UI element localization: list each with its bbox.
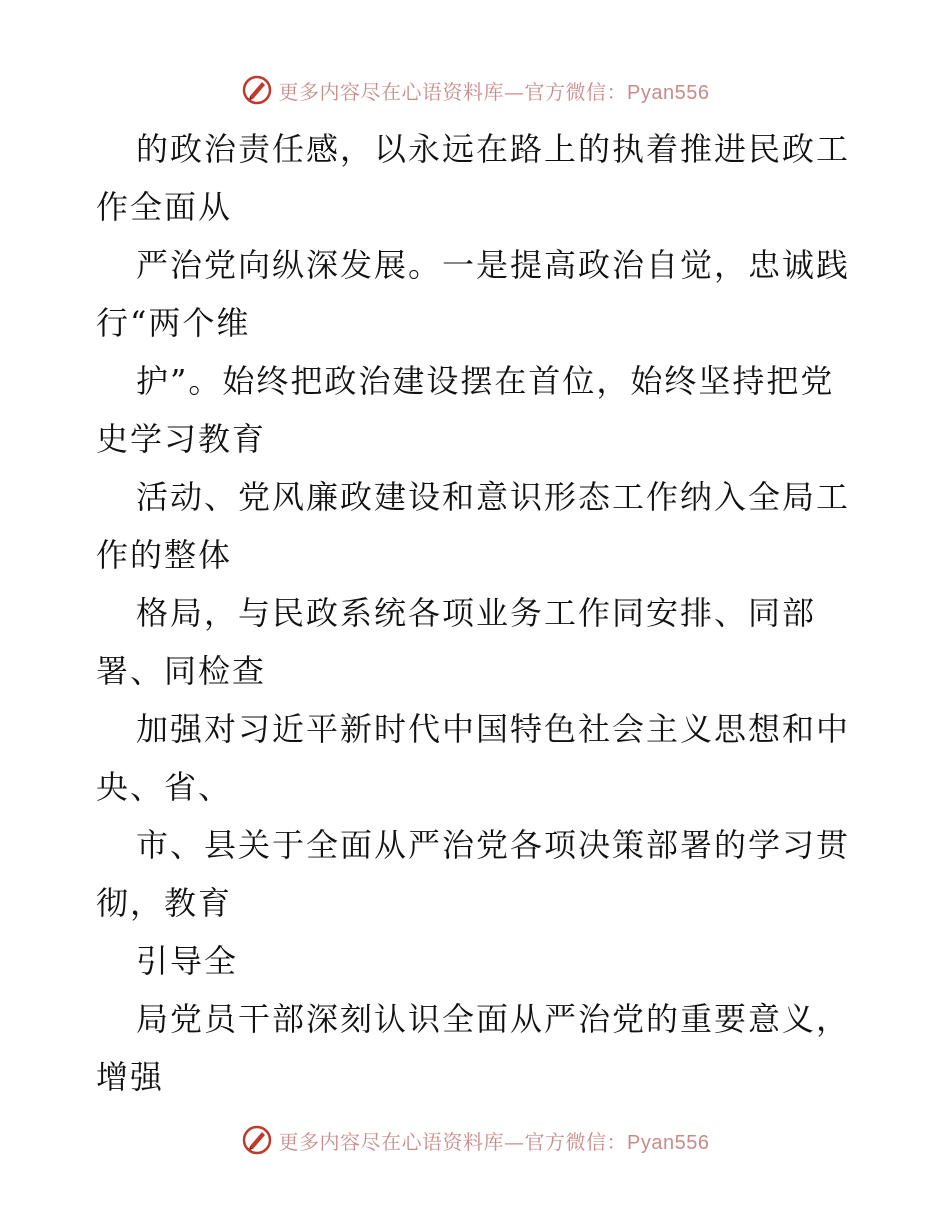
footer-banner-text: 更多内容尽在心语资料库—官方微信：Pyan556 <box>278 1129 710 1154</box>
paragraph: 局党员干部深刻认识全面从严治党的重要意义， 增强 <box>96 1000 851 1096</box>
footer-wechat-handle: Pyan556 <box>627 1131 710 1154</box>
pen-logo-icon <box>241 74 273 106</box>
paragraph: 活动、党风廉政建设和意识形态工作纳入全局工 作的整体 <box>96 478 851 574</box>
header-wechat-handle: Pyan556 <box>627 81 710 104</box>
paragraph: 引导全 <box>136 942 239 980</box>
paragraph: 严治党向纵深发展。一是提高政治自觉，忠诚践 行“两个维 <box>96 246 851 342</box>
footer-banner <box>0 1120 950 1160</box>
paragraph: 加强对习近平新时代中国特色社会主义思想和中 央、省、 <box>96 710 851 806</box>
paragraph: 市、县关于全面从严治党各项决策部署的学习贯 彻，教育 <box>96 826 851 922</box>
paragraph: 的政治责任感，以永远在路上的执着推进民政工 作全面从 <box>96 130 851 226</box>
paragraph: 护”。始终把政治建设摆在首位，始终坚持把党 史学习教育 <box>96 362 835 458</box>
paragraph: 格局，与民政系统各项业务工作同安排、同部 署、同检查 <box>96 594 817 690</box>
pen-logo-icon <box>241 1124 273 1156</box>
header-banner-text: 更多内容尽在心语资料库—官方微信：Pyan556 <box>278 79 710 104</box>
header-banner <box>0 70 950 110</box>
document-body <box>96 120 856 1106</box>
